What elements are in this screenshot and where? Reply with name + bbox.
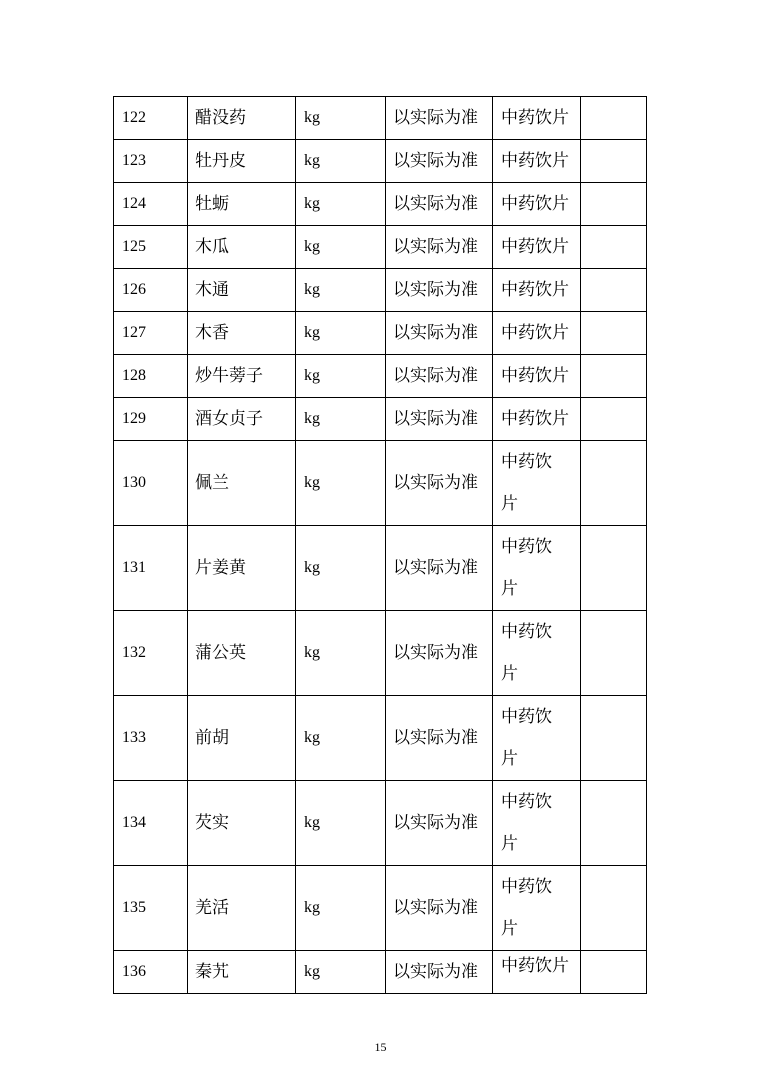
table-row xyxy=(114,951,647,994)
unit-cell: kg xyxy=(296,355,386,398)
table-row xyxy=(114,269,647,312)
price-cell: 以实际为准 xyxy=(386,866,493,951)
category-cell: 中药饮片 xyxy=(493,226,581,269)
medicine-name-cell: 片姜黄 xyxy=(188,526,296,611)
row-number-cell: 124 xyxy=(114,183,188,226)
price-cell: 以实际为准 xyxy=(386,696,493,781)
row-number-cell: 133 xyxy=(114,696,188,781)
row-number-cell: 126 xyxy=(114,269,188,312)
row-number-cell: 130 xyxy=(114,441,188,526)
category-cell: 中药饮片 xyxy=(493,355,581,398)
category-cell: 中药饮片 xyxy=(493,398,581,441)
note-cell xyxy=(581,951,647,994)
medicine-name-cell: 佩兰 xyxy=(188,441,296,526)
table-row xyxy=(114,866,647,951)
price-cell: 以实际为准 xyxy=(386,183,493,226)
row-number-cell: 129 xyxy=(114,398,188,441)
category-cell: 中药饮片 xyxy=(493,611,581,696)
category-cell: 中药饮片 xyxy=(493,269,581,312)
medicine-name-cell: 木瓜 xyxy=(188,226,296,269)
row-number-cell: 128 xyxy=(114,355,188,398)
category-cell: 中药饮片 xyxy=(493,526,581,611)
category-cell: 中药饮片 xyxy=(493,866,581,951)
note-cell xyxy=(581,183,647,226)
category-cell: 中药饮片 xyxy=(493,183,581,226)
medicine-name-cell: 牡丹皮 xyxy=(188,140,296,183)
medicine-price-table xyxy=(113,96,647,994)
medicine-name-cell: 秦艽 xyxy=(188,951,296,994)
unit-cell: kg xyxy=(296,866,386,951)
medicine-name-cell: 酒女贞子 xyxy=(188,398,296,441)
unit-cell: kg xyxy=(296,97,386,140)
medicine-name-cell: 牡蛎 xyxy=(188,183,296,226)
price-cell: 以实际为准 xyxy=(386,312,493,355)
category-cell: 中药饮片 xyxy=(493,97,581,140)
note-cell xyxy=(581,312,647,355)
unit-cell: kg xyxy=(296,781,386,866)
category-cell: 中药饮片 xyxy=(493,312,581,355)
row-number-cell: 132 xyxy=(114,611,188,696)
price-cell: 以实际为准 xyxy=(386,355,493,398)
table-body xyxy=(114,97,647,994)
row-number-cell: 136 xyxy=(114,951,188,994)
medicine-name-cell: 炒牛蒡子 xyxy=(188,355,296,398)
medicine-name-cell: 羌活 xyxy=(188,866,296,951)
table-row xyxy=(114,140,647,183)
unit-cell: kg xyxy=(296,951,386,994)
price-cell: 以实际为准 xyxy=(386,526,493,611)
page-number: 15 xyxy=(374,1040,387,1054)
row-number-cell: 131 xyxy=(114,526,188,611)
category-cell: 中药饮片 xyxy=(493,951,581,994)
price-cell: 以实际为准 xyxy=(386,611,493,696)
unit-cell: kg xyxy=(296,696,386,781)
row-number-cell: 122 xyxy=(114,97,188,140)
row-number-cell: 123 xyxy=(114,140,188,183)
category-cell: 中药饮片 xyxy=(493,441,581,526)
note-cell xyxy=(581,140,647,183)
medicine-name-cell: 蒲公英 xyxy=(188,611,296,696)
medicine-name-cell: 木通 xyxy=(188,269,296,312)
row-number-cell: 127 xyxy=(114,312,188,355)
category-cell: 中药饮片 xyxy=(493,140,581,183)
price-cell: 以实际为准 xyxy=(386,781,493,866)
unit-cell: kg xyxy=(296,269,386,312)
table-row xyxy=(114,611,647,696)
unit-cell: kg xyxy=(296,441,386,526)
medicine-name-cell: 前胡 xyxy=(188,696,296,781)
note-cell xyxy=(581,441,647,526)
price-cell: 以实际为准 xyxy=(386,398,493,441)
note-cell xyxy=(581,611,647,696)
note-cell xyxy=(581,269,647,312)
price-cell: 以实际为准 xyxy=(386,140,493,183)
note-cell xyxy=(581,866,647,951)
table-row xyxy=(114,526,647,611)
unit-cell: kg xyxy=(296,398,386,441)
row-number-cell: 125 xyxy=(114,226,188,269)
table-row xyxy=(114,97,647,140)
row-number-cell: 134 xyxy=(114,781,188,866)
price-cell: 以实际为准 xyxy=(386,97,493,140)
medicine-name-cell: 木香 xyxy=(188,312,296,355)
note-cell xyxy=(581,781,647,866)
medicine-name-cell: 芡实 xyxy=(188,781,296,866)
note-cell xyxy=(581,526,647,611)
table-row xyxy=(114,312,647,355)
table-row xyxy=(114,781,647,866)
table-row xyxy=(114,226,647,269)
unit-cell: kg xyxy=(296,526,386,611)
note-cell xyxy=(581,97,647,140)
price-cell: 以实际为准 xyxy=(386,441,493,526)
note-cell xyxy=(581,696,647,781)
medicine-name-cell: 醋没药 xyxy=(188,97,296,140)
row-number-cell: 135 xyxy=(114,866,188,951)
unit-cell: kg xyxy=(296,312,386,355)
category-cell: 中药饮片 xyxy=(493,781,581,866)
unit-cell: kg xyxy=(296,611,386,696)
table-row xyxy=(114,398,647,441)
note-cell xyxy=(581,355,647,398)
price-cell: 以实际为准 xyxy=(386,951,493,994)
note-cell xyxy=(581,398,647,441)
price-cell: 以实际为准 xyxy=(386,269,493,312)
category-cell: 中药饮片 xyxy=(493,696,581,781)
note-cell xyxy=(581,226,647,269)
table-row xyxy=(114,183,647,226)
table-row xyxy=(114,696,647,781)
table-row xyxy=(114,355,647,398)
price-cell: 以实际为准 xyxy=(386,226,493,269)
unit-cell: kg xyxy=(296,140,386,183)
unit-cell: kg xyxy=(296,226,386,269)
table-row xyxy=(114,441,647,526)
unit-cell: kg xyxy=(296,183,386,226)
